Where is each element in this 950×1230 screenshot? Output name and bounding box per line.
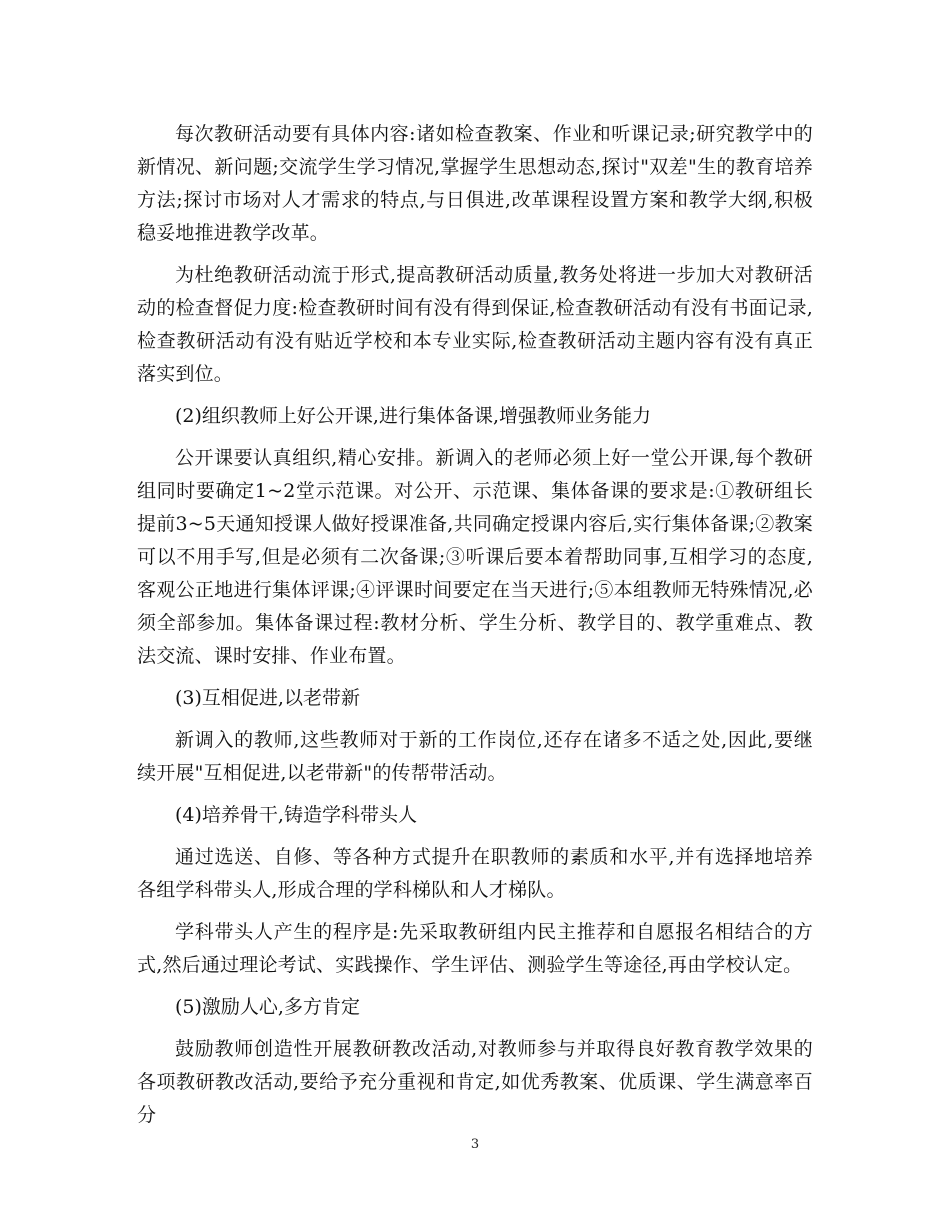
paragraph-teaching-research-content: 每次教研活动要有具体内容:诸如检查教案、作业和听课记录;研究教学中的新情况、新问题;交流学生学习情况,掌握学生思想动态,探讨"双差"生的教育培养方法;探讨市场对人才需求的特点,与日俱进,改革课程设置方案和教学大纲,积极稳妥地推进教学改革。 bbox=[137, 123, 813, 244]
paragraph-supervision: 为杜绝教研活动流于形式,提高教研活动质量,教务处将进一步加大对教研活动的检查督促力度:检查教研时间有没有得到保证,检查教研活动有没有书面记录,检查教研活动有没有贴近学校和本专业实际,检查教研活动主题内容有没有真正落实到位。 bbox=[137, 264, 813, 385]
paragraph-open-class-requirements: 公开课要认真组织,精心安排。新调入的老师必须上好一堂公开课,每个教研组同时要确定1~2堂示范课。对公开、示范课、集体备课的要求是:①教研组长提前3~5天通知授课人做好授课准备,共同确定授课内容后,实行集体备课;②教案可以不用手写,但是必须有二次备课;③听课后要本着帮助同事,互相学习的态度,客观公正地进行集体评课;④评课时间要定在当天进行;⑤本组教师无特殊情况,必须全部参加。集体备课过程:教材分析、学生分析、教学目的、教学重难点、教法交流、课时安排、作业布置。 bbox=[137, 447, 813, 667]
paragraph-leader-selection: 学科带头人产生的程序是:先采取教研组内民主推荐和自愿报名相结合的方式,然后通过理论考试、实践操作、学生评估、测验学生等途径,再由学校认定。 bbox=[137, 921, 813, 976]
section-heading-open-class: (2)组织教师上好公开课,进行集体备课,增强教师业务能力 bbox=[175, 405, 651, 427]
paragraph-mentoring: 新调入的教师,这些教师对于新的工作岗位,还存在诸多不适之处,因此,要继续开展"互相促进,以老带新"的传帮带活动。 bbox=[137, 729, 813, 784]
page-number: 3 bbox=[470, 1137, 480, 1152]
paragraph-incentive: 鼓励教师创造性开展教研教改活动,对教师参与并取得良好教育教学效果的各项教研教改活动,要给予充分重视和肯定,如优秀教案、优质课、学生满意率百分 bbox=[137, 1038, 813, 1126]
document-body bbox=[137, 118, 813, 1141]
section-heading-incentive: (5)激励人心,多方肯定 bbox=[175, 996, 360, 1018]
section-heading-mentoring: (3)互相促进,以老带新 bbox=[175, 687, 360, 709]
section-heading-backbone: (4)培养骨干,铸造学科带头人 bbox=[175, 804, 417, 826]
paragraph-backbone-training: 通过选送、自修、等各种方式提升在职教师的素质和水平,并有选择地培养各组学科带头人,形成合理的学科梯队和人才梯队。 bbox=[137, 846, 813, 901]
